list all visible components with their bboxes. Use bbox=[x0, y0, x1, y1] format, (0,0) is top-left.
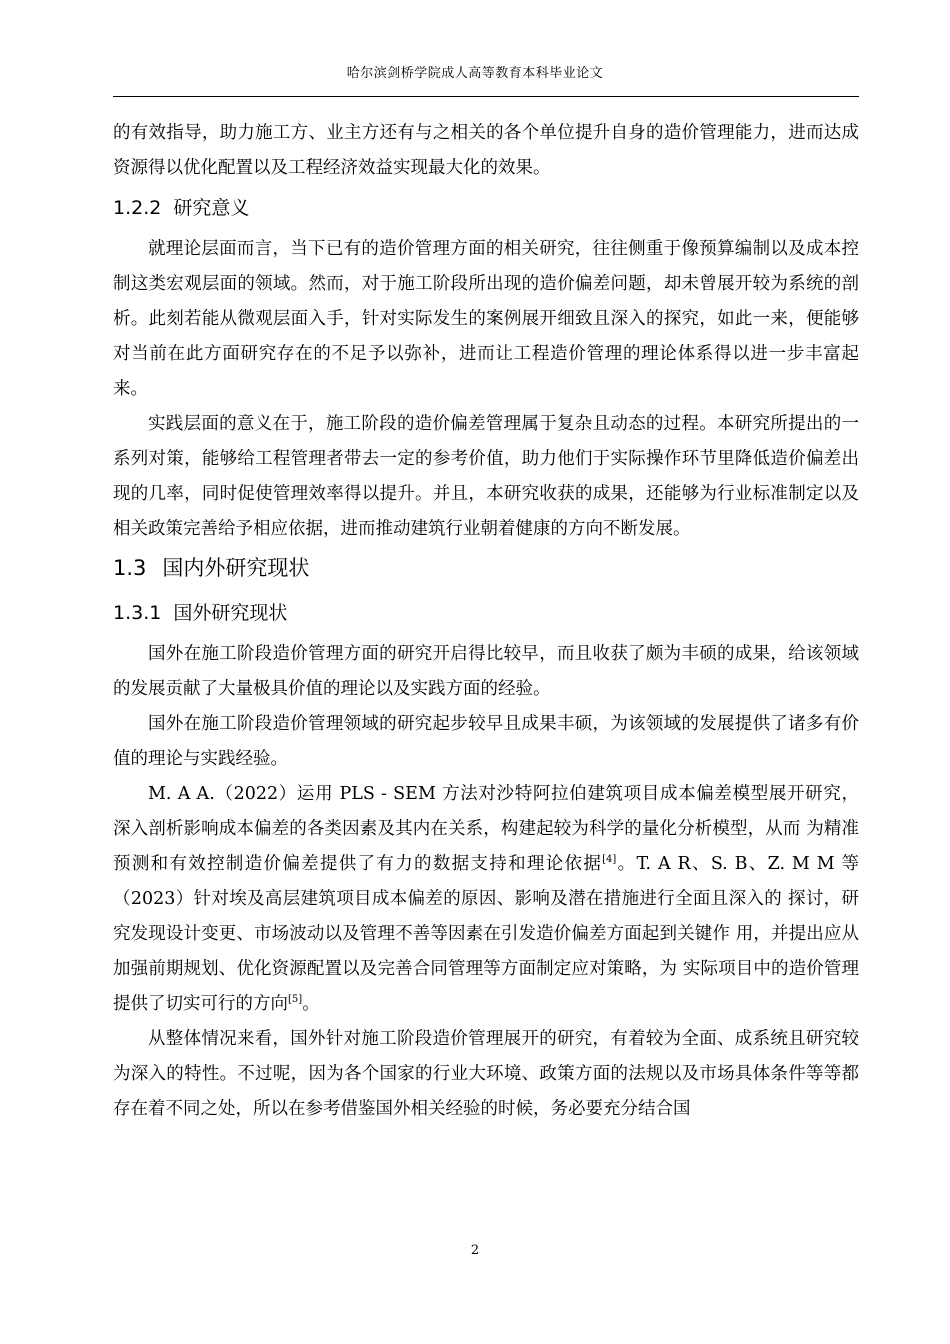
citation-ref: [4] bbox=[602, 854, 617, 866]
section-number: 1.2.2 bbox=[113, 197, 162, 219]
page-header: 哈尔滨剑桥学院成人高等教育本科毕业论文 bbox=[346, 66, 604, 81]
paragraph: 的有效指导，助力施工方、业主方还有与之相关的各个单位提升自身的造价管理能力，进而达成资源得以优化配置以及工程经济效益实现最大化的效果。 bbox=[113, 123, 859, 178]
paragraph: 国外在施工阶段造价管理方面的研究开启得比较早，而且收获了颇为丰硕的成果，给该领域的发展贡献了大量极具价值的理论以及实践方面的经验。 bbox=[113, 644, 859, 699]
section-heading-1-3-1 bbox=[113, 591, 859, 637]
header-rule bbox=[113, 96, 859, 97]
section-heading-1-3 bbox=[113, 547, 859, 591]
paragraph: 实践层面的意义在于，施工阶段的造价偏差管理属于复杂且动态的过程。本研究所提出的一系列对策，能够给工程管理者带去一定的参考价值，助力他们于实际操作环节里降低造价偏差出现的几率，同时促使管理效率得以提升。并且，本研究收获的成果，还能够为行业标准制定以及相关政策完善给予相应依据，进而推动建筑行业朝着健康的方向不断发展。 bbox=[113, 414, 859, 539]
paragraph: 从整体情况来看，国外针对施工阶段造价管理展开的研究，有着较为全面、成系统且研究较为深入的特性。不过呢，因为各个国家的行业大环境、政策方面的法规以及市场具体条件等等都存在着不同之处，所以在参考借鉴国外相关经验的时候，务必要充分结合国 bbox=[113, 1029, 859, 1119]
section-title: 研究意义 bbox=[173, 197, 250, 219]
paragraph-text: 。T. A R、S. B、Z. M M 等（2023）针对埃及高层建筑项目成本偏差的原因、影响及潜在措施进行全面且深入的 探讨，研究发现设计变更、市场波动以及管理不善等因素在引发造价偏差方面起到关键作 用，并提出应从加强前期规划、优化资源配置以及完善合同管理等方面制定应对策略，为 实际项目中的造价管理提供了切实可行的方向 bbox=[113, 854, 859, 1014]
paragraph: 就理论层面而言，当下已有的造价管理方面的相关研究，往往侧重于像预算编制以及成本控制这类宏观层面的领域。然而，对于施工阶段所出现的造价偏差问题，却未曾展开较为系统的剖析。此刻若能从微观层面入手，针对实际发生的案例展开细致且深入的探究，如此一来，便能够对当前在此方面研究存在的不足予以弥补，进而让工程造价管理的理论体系得以进一步丰富起来。 bbox=[113, 239, 859, 399]
paragraph-text: M. A A.（2022）运用 PLS - SEM 方法对沙特阿拉伯建筑项目成本偏差模型展开研究， 深入剖析影响成本偏差的各类因素及其内在关系，构建起较为科学的量化分析模型，从而 为精准预测和有效控制造价偏差提供了有力的数据支持和理论依据 bbox=[113, 784, 859, 874]
page-number: 2 bbox=[470, 1243, 480, 1258]
section-title: 国内外研究现状 bbox=[162, 556, 310, 580]
section-title: 国外研究现状 bbox=[173, 602, 288, 624]
citation-ref: [5] bbox=[288, 994, 303, 1006]
section-number: 1.3 bbox=[113, 556, 147, 580]
section-heading-1-2-2 bbox=[113, 186, 859, 232]
page-body bbox=[113, 116, 859, 1127]
paragraph-with-citations bbox=[113, 777, 859, 1022]
section-number: 1.3.1 bbox=[113, 602, 162, 624]
paragraph: 国外在施工阶段造价管理领域的研究起步较早且成果丰硕，为该领域的发展提供了诸多有价值的理论与实践经验。 bbox=[113, 714, 859, 769]
paragraph-text: 。 bbox=[302, 994, 320, 1014]
